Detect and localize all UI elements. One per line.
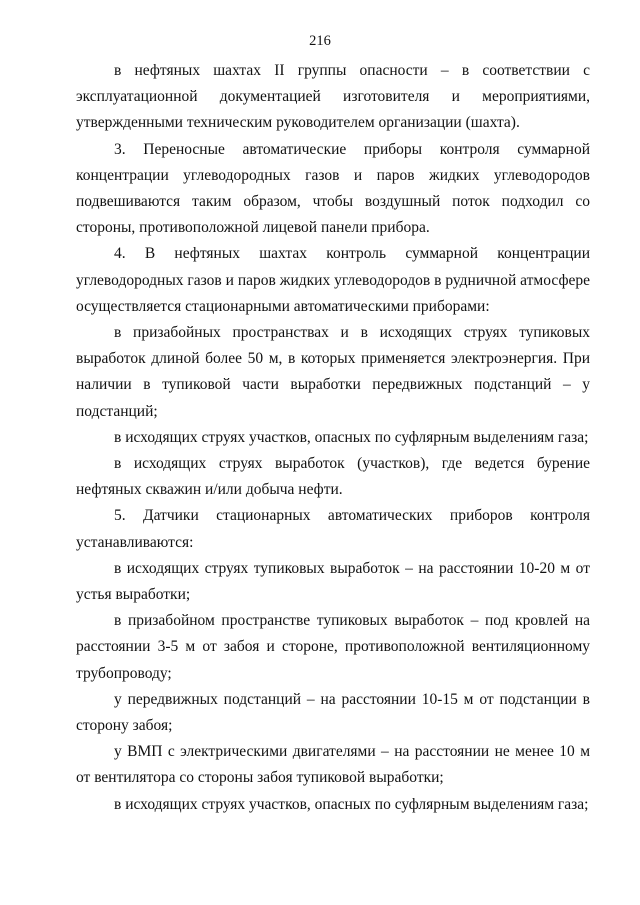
paragraph-blower-sections: в исходящих струях участков, опасных по суфлярным выделениям газа; bbox=[114, 795, 589, 813]
paragraph-local-fans: у ВМП с электрическими двигателями – на расстоянии не менее 10 м от вентилятора со стороны забоя тупиковой выработки; bbox=[76, 743, 590, 787]
paragraph-oil-mines-group-2: в нефтяных шахтах II группы опасности – в соответствии с эксплуатационной документацией изготовителя и мероприятиями, утвержденными техническим руководителем организации (шахта). bbox=[76, 62, 590, 132]
document-body bbox=[76, 58, 590, 818]
page-number: 216 bbox=[309, 33, 331, 49]
paragraph-item-5-sensors: 5. Датчики стационарных автоматических приборов контроля устанавливаются: bbox=[76, 507, 590, 551]
paragraph-outgoing-streams-blowers: в исходящих струях участков, опасных по суфлярным выделениям газа; bbox=[114, 428, 589, 446]
paragraph-drilling-workings: в исходящих струях выработок (участков), где ведется бурение нефтяных скважин и/или добыча нефти. bbox=[76, 455, 590, 499]
paragraph-face-space-roof: в призабойном пространстве тупиковых выработок – под кровлей на расстоянии 3-5 м от забоя и стороне, противоположной вентиляционному трубопроводу; bbox=[76, 612, 590, 682]
paragraph-item-3-portable-devices: 3. Переносные автоматические приборы контроля суммарной концентрации углеводородных газов и паров жидких углеводородов подвешиваются таким образом, чтобы воздушный поток подходил со стороны, противоположной лицевой панели прибора. bbox=[76, 140, 590, 237]
paragraph-face-areas: в призабойных пространствах и в исходящих струях тупиковых выработок длиной более 50 м, в которых применяется электроэнергия. При наличии в тупиковой части выработки передвижных подстанций – у подстанций; bbox=[76, 324, 590, 420]
paragraph-mobile-substations: у передвижных подстанций – на расстоянии 10-15 м от подстанции в сторону забоя; bbox=[76, 690, 590, 735]
paragraph-item-4-stationary-control: 4. В нефтяных шахтах контроль суммарной концентрации углеводородных газов и паров жидких углеводородов в рудничной атмосфере осуществляется стационарными автоматическими приборами: bbox=[76, 245, 590, 315]
paragraph-dead-end-streams: в исходящих струях тупиковых выработок – на расстоянии 10-20 м от устья выработки; bbox=[76, 559, 590, 604]
